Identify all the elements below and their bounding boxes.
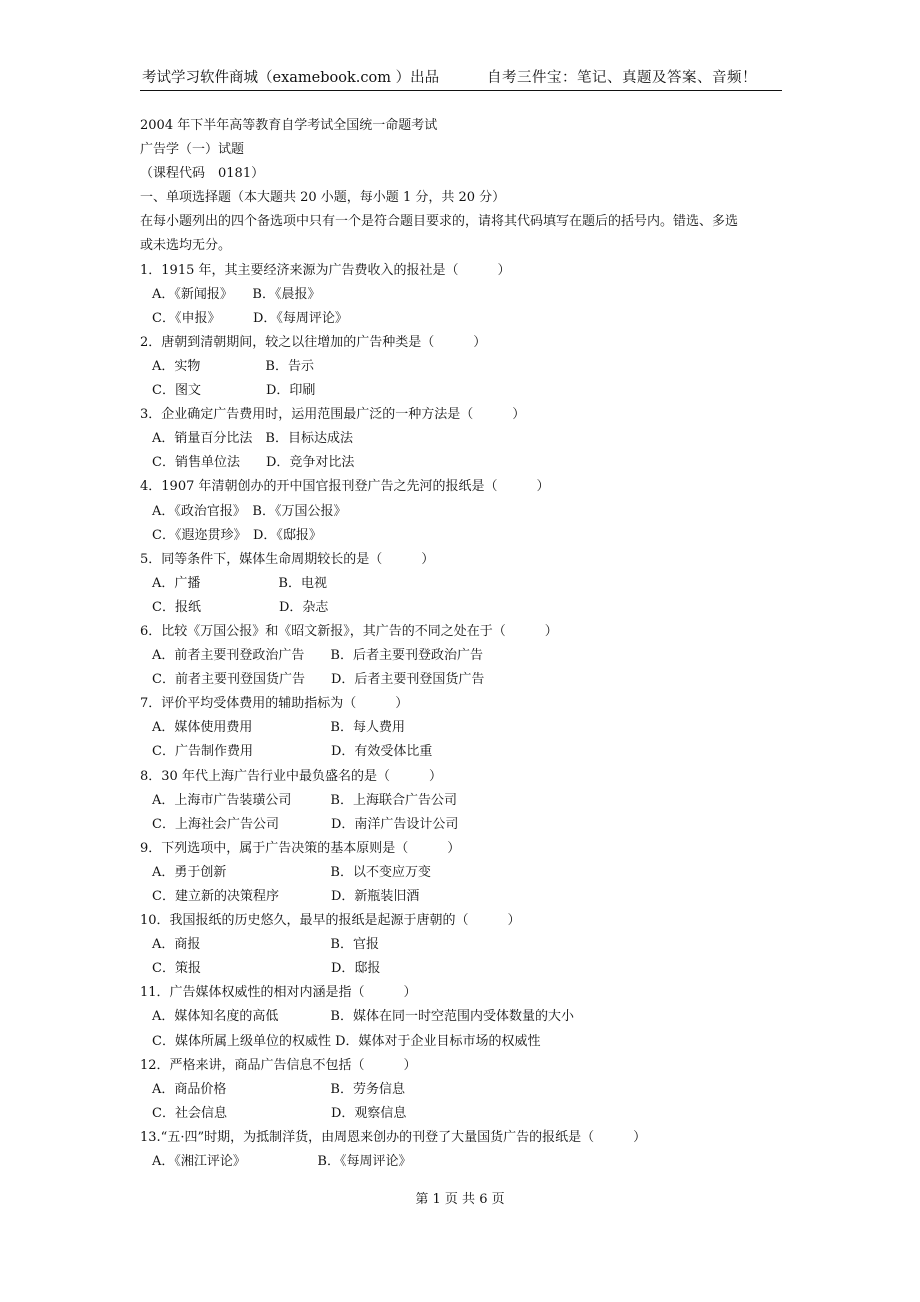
option-line: A．《政治官报》 B．《万国公报》 [152,503,347,519]
header-left-text: 考试学习软件商城（examebook.com ）出品 [142,70,440,86]
question-line: 1．1915 年，其主要经济来源为广告费收入的报社是（ ） [140,262,511,278]
question-line: 9．下列选项中，属于广告决策的基本原则是（ ） [140,840,461,856]
option-line: C．前者主要刊登国货广告 D．后者主要刊登国货广告 [152,672,485,688]
option-line: C．策报 D．邸报 [152,961,381,977]
option-line: C．报纸 D．杂志 [152,599,329,615]
question-line: 13.“五·四”时期，为抵制洋货，由周恩来创办的刊登了大量国货广告的报纸是（ ） [140,1129,647,1145]
option-line: A．媒体知名度的高低 B．媒体在同一时空范围内受体数量的大小 [152,1009,574,1025]
option-line: C．《申报》 D．《每周评论》 [152,310,348,326]
option-line: A．勇于创新 B．以不变应万变 [152,864,431,880]
option-line: C．上海社会广告公司 D．南洋广告设计公司 [152,816,459,832]
option-line: A．实物 B．告示 [152,358,314,374]
option-line: C．社会信息 D．观察信息 [152,1105,407,1121]
page-header [140,64,782,91]
text-line: 广告学（一）试题 [140,142,245,158]
option-line: A．广播 B．电视 [152,575,327,591]
text-line: 在每小题列出的四个备选项中只有一个是符合题目要求的，请将其代码填写在题后的括号内。错选、多选 [140,214,739,230]
option-line: C．建立新的决策程序 D．新瓶装旧酒 [152,889,420,904]
option-line: A．《湘江评论》 B．《每周评论》 [152,1154,412,1170]
text-line: 2004 年下半年高等教育自学考试全国统一命题考试 [140,118,438,133]
option-line: A．商品价格 B．劳务信息 [152,1081,405,1097]
option-line: A．前者主要刊登政治广告 B．后者主要刊登政治广告 [152,648,483,664]
option-line: A．销量百分比法 B．目标达成法 [152,431,353,447]
question-line: 8．30 年代上海广告行业中最负盛名的是（ ） [140,768,442,784]
question-line: 6．比较《万国公报》和《昭文新报》，其广告的不同之处在于（ ） [140,623,558,639]
option-line: A．媒体使用费用 B．每人费用 [152,720,405,736]
text-line: （课程代码 0181） [140,166,265,182]
option-line: C．媒体所属上级单位的权威性 D．媒体对于企业目标市场的权威性 [152,1033,541,1049]
option-line: C．销售单位法 D．竞争对比法 [152,455,355,471]
question-line: 12．严格来讲，商品广告信息不包括（ ） [140,1057,417,1073]
option-line: A．《新闻报》 B．《晨报》 [152,286,321,302]
question-line: 10．我国报纸的历史悠久，最早的报纸是起源于唐朝的（ ） [140,913,521,929]
question-line: 2．唐朝到清朝期间，较之以往增加的广告种类是（ ） [140,334,487,350]
option-line: A．上海市广告装璜公司 B．上海联合广告公司 [152,792,457,808]
option-line: C．图文 D．印刷 [152,383,316,399]
question-line: 11．广告媒体权威性的相对内涵是指（ ） [140,985,417,1001]
text-line: 一、单项选择题（本大题共 20 小题，每小题 1 分，共 20 分） [140,190,506,206]
question-line: 4．1907 年清朝创办的开中国官报刊登广告之先河的报纸是（ ） [140,479,550,495]
option-line: A．商报 B．官报 [152,937,379,953]
page-footer: 第 1 页 共 6 页 [415,1192,505,1207]
question-line: 5．同等条件下，媒体生命周期较长的是（ ） [140,551,435,567]
option-line: C．广告制作费用 D．有效受体比重 [152,744,433,760]
question-line: 7．评价平均受体费用的辅助指标为（ ） [140,696,409,712]
document-body [140,114,785,1174]
text-line: 或未选均无分。 [140,238,232,254]
option-line: C．《遐迩贯珍》 D．《邸报》 [152,527,322,543]
header-right-text: 自考三件宝：笔记、真题及答案、音频！ [487,70,757,86]
question-line: 3．企业确定广告费用时，运用范围最广泛的一种方法是（ ） [140,407,526,423]
